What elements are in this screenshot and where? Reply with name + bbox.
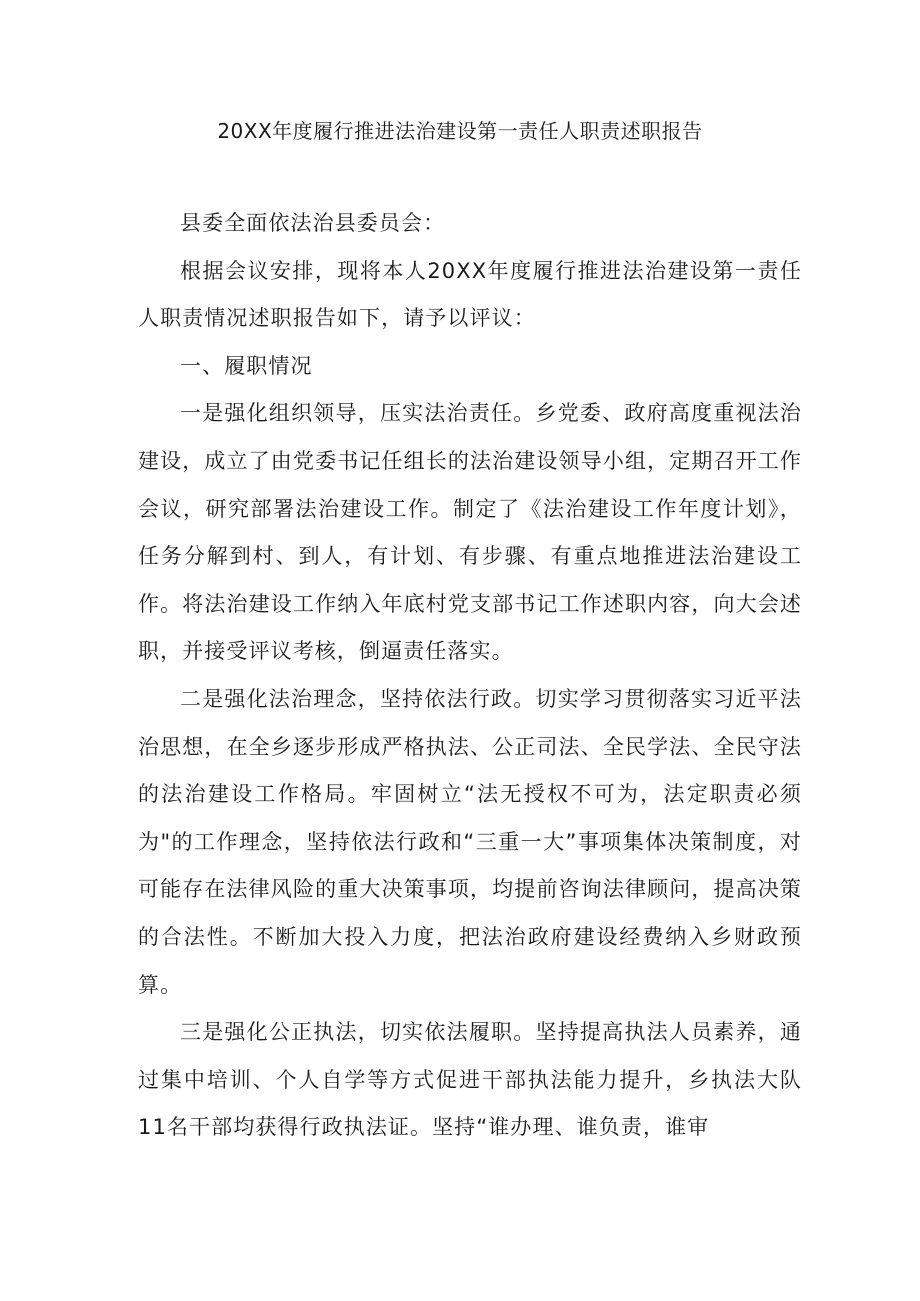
paragraph-first: 一是强化组织领导，压实法治责任。乡党委、政府高度重视法治建设，成立了由党委书记任组长的法治建设领导小组，定期召开工作会议，研究部署法治建设工作。制定了《法治建设工作年度计划》，任务分解到村、到人，有计划、有步骤、有重点地推进法治建设工作。将法治建设工作纳入年底村党支部书记工作述职内容，向大会述职，并接受评议考核，倒逼责任落实。 [138, 401, 802, 664]
document-body [138, 200, 802, 1152]
paragraph-second: 二是强化法治理念，坚持依法行政。切实学习贯彻落实习近平法治思想，在全乡逐步形成严格执法、公正司法、全民学法、全民守法的法治建设工作格局。牢固树立“法无授权不可为，法定职责必须为"的工作理念，坚持依法行政和“三重一大”事项集体决策制度，对可能存在法律风险的重大决策事项，均提前咨询法律顾问，提高决策的合法性。不断加大投入力度，把法治政府建设经费纳入乡财政预算。 [138, 686, 802, 997]
paragraph-intro: 根据会议安排，现将本人20XX年度履行推进法治建设第一责任人职责情况述职报告如下，请予以评议： [138, 258, 802, 331]
section-heading: 一、履职情况 [180, 353, 313, 378]
salutation: 县委全面依法治县委员会： [180, 211, 446, 235]
document-title: 20XX年度履行推进法治建设第一责任人职责述职报告 [217, 119, 703, 143]
paragraph-third: 三是强化公正执法，切实依法履职。坚持提高执法人员素养，通过集中培训、个人自学等方式促进干部执法能力提升，乡执法大队11名干部均获得行政执法证。坚持“谁办理、谁负责，谁审 [138, 1020, 802, 1140]
